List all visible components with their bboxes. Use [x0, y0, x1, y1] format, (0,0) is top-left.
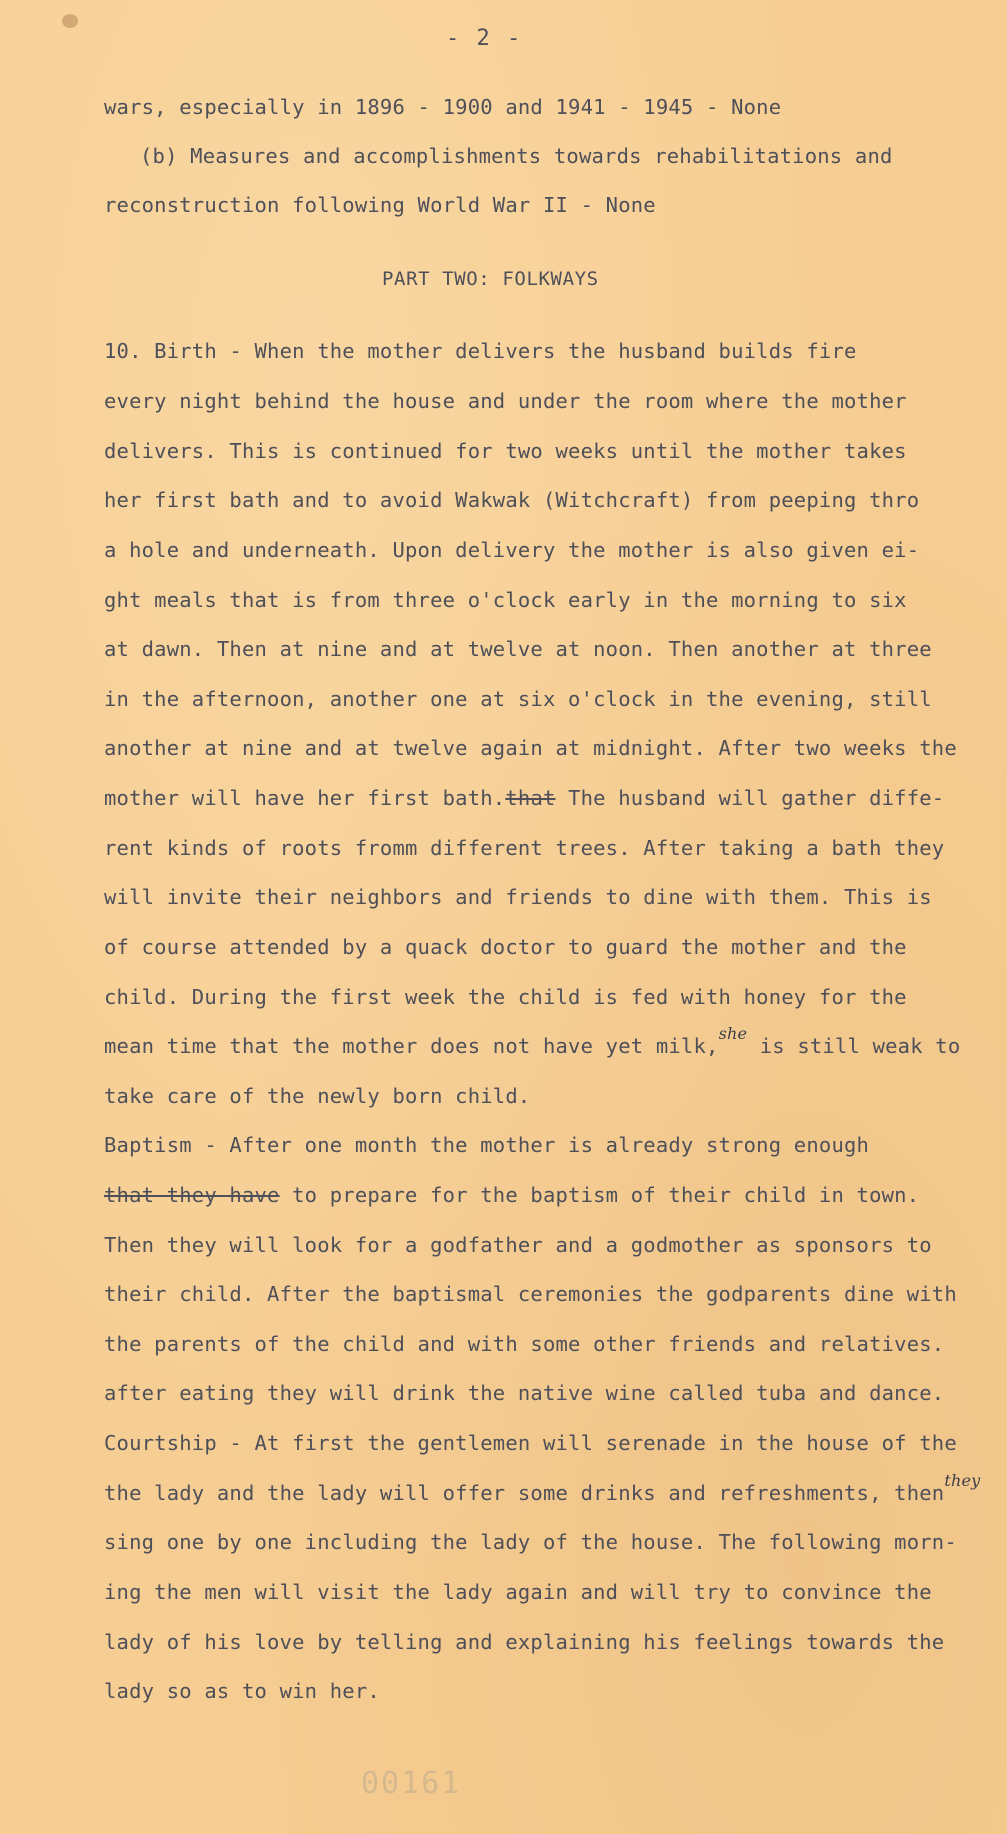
birth-line: ght meals that is from three o'clock early in the morning to six — [104, 588, 907, 612]
baptism-line: Then they will look for a godfather and a godmother as sponsors to — [104, 1233, 932, 1257]
birth-line: her first bath and to avoid Wakwak (Witchcraft) from peeping thro — [104, 488, 920, 512]
baptism-line: after eating they will drink the native wine called tuba and dance. — [104, 1381, 945, 1405]
birth-line — [104, 1024, 961, 1058]
courtship-line: lady of his love by telling and explaining his feelings towards the — [104, 1630, 945, 1654]
ink-smudge — [62, 14, 78, 28]
page-number: - 2 - — [446, 26, 523, 51]
struck-word: that — [505, 786, 556, 810]
baptism-line: the parents of the child and with some other friends and relatives. — [104, 1332, 945, 1356]
birth-line: take care of the newly born child. — [104, 1084, 531, 1108]
courtship-line — [104, 1471, 981, 1505]
birth-line: in the afternoon, another one at six o'clock in the evening, still — [104, 687, 932, 711]
birth-line — [104, 788, 944, 809]
birth-line-text: The husband will gather diffe- — [555, 786, 945, 810]
courtship-line: Courtship - At first the gentlemen will serenade in the house of the — [104, 1431, 957, 1455]
baptism-line: Baptism - After one month the mother is already strong enough — [104, 1133, 870, 1157]
part-heading: PART TWO: FOLKWAYS — [382, 268, 599, 290]
courtship-line: sing one by one including the lady of the house. The following morn- — [104, 1530, 957, 1554]
birth-line: every night behind the house and under the room where the mother — [104, 389, 907, 413]
handwritten-insert: they — [944, 1471, 981, 1490]
birth-line: will invite their neighbors and friends to dine with them. This is — [104, 885, 932, 909]
intro-line-1: wars, especially in 1896 - 1900 and 1941 - 1945 - None — [104, 95, 782, 119]
struck-phrase: that they have — [104, 1183, 280, 1207]
baptism-line — [104, 1185, 919, 1206]
birth-line-text: mother will have her first bath. — [104, 786, 506, 810]
birth-line: another at nine and at twelve again at midnight. After two weeks the — [104, 736, 957, 760]
birth-line-text: is still weak to — [747, 1034, 961, 1058]
handwritten-insert: she — [718, 1024, 748, 1043]
birth-line: a hole and underneath. Upon delivery the mother is also given ei- — [104, 538, 920, 562]
stamp-number: 00161 — [361, 1766, 462, 1801]
courtship-line: lady so as to win her. — [104, 1679, 380, 1703]
courtship-line-text: the lady and the lady will offer some drinks and refreshments, then — [104, 1481, 945, 1505]
birth-line: child. During the first week the child is fed with honey for the — [104, 985, 907, 1009]
baptism-line: their child. After the baptismal ceremonies the godparents dine with — [104, 1282, 957, 1306]
birth-line: delivers. This is continued for two weeks until the mother takes — [104, 439, 907, 463]
birth-line: of course attended by a quack doctor to guard the mother and the — [104, 935, 907, 959]
birth-line: rent kinds of roots fromm different trees. After taking a bath they — [104, 836, 945, 860]
intro-line-3: reconstruction following World War II - None — [104, 193, 656, 217]
birth-line: 10. Birth - When the mother delivers the husband builds fire — [104, 339, 857, 363]
courtship-line: ing the men will visit the lady again and will try to convince the — [104, 1580, 932, 1604]
intro-line-2: (b) Measures and accomplishments towards rehabilitations and — [140, 144, 893, 168]
baptism-line-text: to prepare for the baptism of their child in town. — [279, 1183, 920, 1207]
birth-line: at dawn. Then at nine and at twelve at noon. Then another at three — [104, 637, 932, 661]
birth-line-text: mean time that the mother does not have yet milk, — [104, 1034, 719, 1058]
